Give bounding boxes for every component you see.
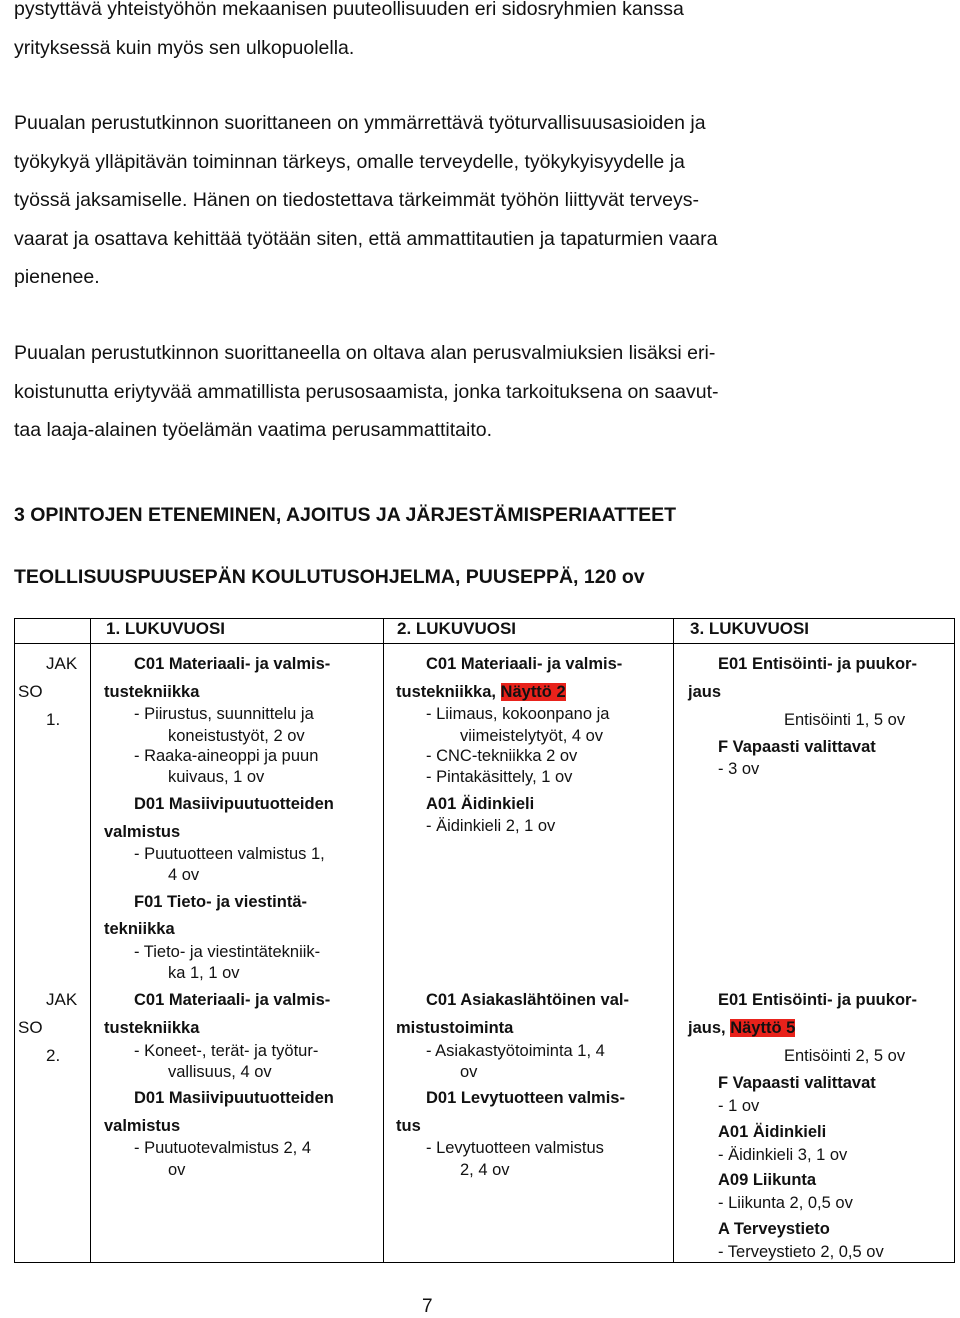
text-line: vaarat ja osattava kehittää työtään siten, että ammattitautien ja tapaturmien vaara: [14, 227, 718, 250]
paragraph-work-safety: [14, 104, 820, 297]
list-item: - CNC-tekniikka 2 ov: [426, 747, 578, 765]
module-heading: A Terveystieto: [718, 1220, 830, 1238]
module-heading-cont: tustekniikka, Näyttö 2: [396, 683, 566, 701]
module-heading: A01 Äidinkieli: [426, 795, 535, 813]
table-border-left: [14, 618, 15, 1263]
module-heading: C01 Materiaali- ja valmis-: [134, 991, 331, 1009]
list-item-cont: ov: [460, 1063, 478, 1081]
list-item: - Puutuotevalmistus 2, 4: [134, 1139, 312, 1157]
module-heading-cont: jaus, Näyttö 5: [688, 1019, 796, 1037]
text-line: pienenee.: [14, 266, 100, 288]
list-item: - Raaka-aineoppi ja puun: [134, 747, 319, 765]
list-item-cont: viimeistelytyöt, 4 ov: [460, 727, 604, 745]
list-item: - Koneet-, terät- ja työtur-: [134, 1042, 319, 1060]
text-line: pystyttävä yhteistyöhön mekaanisen puuteollisuuden eri sidosryhmien kanssa: [14, 0, 684, 20]
period-label: JAK: [46, 654, 78, 673]
module-heading: F Vapaasti valittavat: [718, 738, 876, 756]
module-heading: D01 Levytuotteen valmis-: [426, 1089, 625, 1107]
module-heading: C01 Materiaali- ja valmis-: [426, 655, 623, 673]
table-border-right: [954, 618, 955, 1263]
module-heading: A09 Liikunta: [718, 1171, 817, 1189]
list-item: - Asiakastyötoiminta 1, 4: [426, 1042, 605, 1060]
list-item-cont: vallisuus, 4 ov: [168, 1063, 272, 1081]
module-heading: E01 Entisöinti- ja puukor-: [718, 991, 917, 1009]
list-item: - 3 ov: [718, 760, 760, 778]
period-label: SO: [18, 682, 43, 701]
list-item: - Liimaus, kokoonpano ja: [426, 705, 610, 723]
module-heading: D01 Masiivipuutuotteiden: [134, 1089, 334, 1107]
page-number: 7: [422, 1296, 433, 1317]
list-item: - Terveystieto 2, 0,5 ov: [718, 1243, 884, 1261]
list-item: - Puutuotteen valmistus 1,: [134, 845, 325, 863]
list-item: - Levytuotteen valmistus: [426, 1139, 604, 1157]
module-heading-cont: tus: [396, 1117, 421, 1135]
module-subitem: Entisöinti 2, 5 ov: [784, 1047, 906, 1065]
list-item-cont: 4 ov: [168, 866, 200, 884]
text-line: työkykyä ylläpitävän toiminnan tärkeys, omalle terveydelle, työkykyisyydelle ja: [14, 150, 685, 173]
year-header-1: 1. LUKUVUOSI: [106, 619, 226, 638]
module-heading-cont: valmistus: [104, 1117, 181, 1135]
demo-highlight: Näyttö 2: [500, 683, 566, 701]
module-heading-cont: tustekniikka: [104, 1019, 200, 1037]
list-item: - Tieto- ja viestintätekniik-: [134, 943, 321, 961]
module-heading-cont: tustekniikka: [104, 683, 200, 701]
text-line: taa laaja-alainen työelämän vaatima perusammattitaito.: [14, 419, 493, 441]
text-line: yrityksessä kuin myös sen ulkopuolella.: [14, 36, 355, 59]
module-heading-cont: jaus: [688, 683, 722, 701]
column-divider: [90, 618, 91, 1263]
list-item: - Äidinkieli 2, 1 ov: [426, 817, 556, 835]
program-heading: TEOLLISUUSPUUSEPÄN KOULUTUSOHJELMA, PUUSEPPÄ, 120 ov: [14, 566, 645, 588]
table-border-bottom: [14, 1262, 954, 1263]
period-label: JAK: [46, 990, 78, 1009]
module-subitem: Entisöinti 1, 5 ov: [784, 711, 906, 729]
period-label: SO: [18, 1018, 43, 1037]
table-header-divider: [14, 643, 954, 644]
period-number: 1.: [46, 710, 61, 729]
list-item-cont: koneistustyöt, 2 ov: [168, 727, 305, 745]
demo-highlight: Näyttö 5: [730, 1019, 796, 1037]
list-item: - Pintakäsittely, 1 ov: [426, 768, 573, 786]
list-item: - Äidinkieli 3, 1 ov: [718, 1146, 848, 1164]
module-heading: F Vapaasti valittavat: [718, 1074, 876, 1092]
text-line: Puualan perustutkinnon suorittaneella on oltava alan perusvalmiuksien lisäksi eri-: [14, 342, 716, 364]
text-line: Puualan perustutkinnon suorittaneen on ymmärrettävä työturvallisuusasioiden ja: [14, 112, 706, 134]
text-line: työssä jaksamiselle. Hänen on tiedostettava tärkeimmät työhön liittyvät terveys-: [14, 189, 699, 211]
period-number: 2.: [46, 1046, 61, 1065]
module-heading: D01 Masiivipuutuotteiden: [134, 795, 334, 813]
year-header-2: 2. LUKUVUOSI: [397, 619, 517, 638]
list-item-cont: ka 1, 1 ov: [168, 964, 240, 982]
module-heading-cont: valmistus: [104, 823, 181, 841]
module-heading: C01 Asiakaslähtöinen val-: [426, 991, 629, 1009]
intro-paragraph: [14, 0, 820, 67]
column-divider: [383, 618, 384, 1263]
list-item-cont: kuivaus, 1 ov: [168, 768, 265, 786]
year-header-3: 3. LUKUVUOSI: [690, 619, 810, 638]
list-item-cont: ov: [168, 1161, 186, 1179]
text-line: koistunutta eriytyvää ammatillista perusosaamista, jonka tarkoituksena on saavut-: [14, 380, 719, 403]
module-heading-cont: mistustoiminta: [396, 1019, 514, 1037]
list-item: - 1 ov: [718, 1097, 760, 1115]
module-heading-cont: tekniikka: [104, 920, 175, 938]
section-heading: 3 OPINTOJEN ETENEMINEN, AJOITUS JA JÄRJESTÄMISPERIAATTEET: [14, 504, 677, 526]
module-heading: A01 Äidinkieli: [718, 1123, 827, 1141]
list-item: - Liikunta 2, 0,5 ov: [718, 1194, 853, 1212]
paragraph-specialization: [14, 334, 820, 450]
module-heading: E01 Entisöinti- ja puukor-: [718, 655, 917, 673]
list-item-cont: 2, 4 ov: [460, 1161, 510, 1179]
column-divider: [673, 618, 674, 1263]
module-heading: C01 Materiaali- ja valmis-: [134, 655, 331, 673]
module-heading: F01 Tieto- ja viestintä-: [134, 893, 307, 911]
list-item: - Piirustus, suunnittelu ja: [134, 705, 314, 723]
